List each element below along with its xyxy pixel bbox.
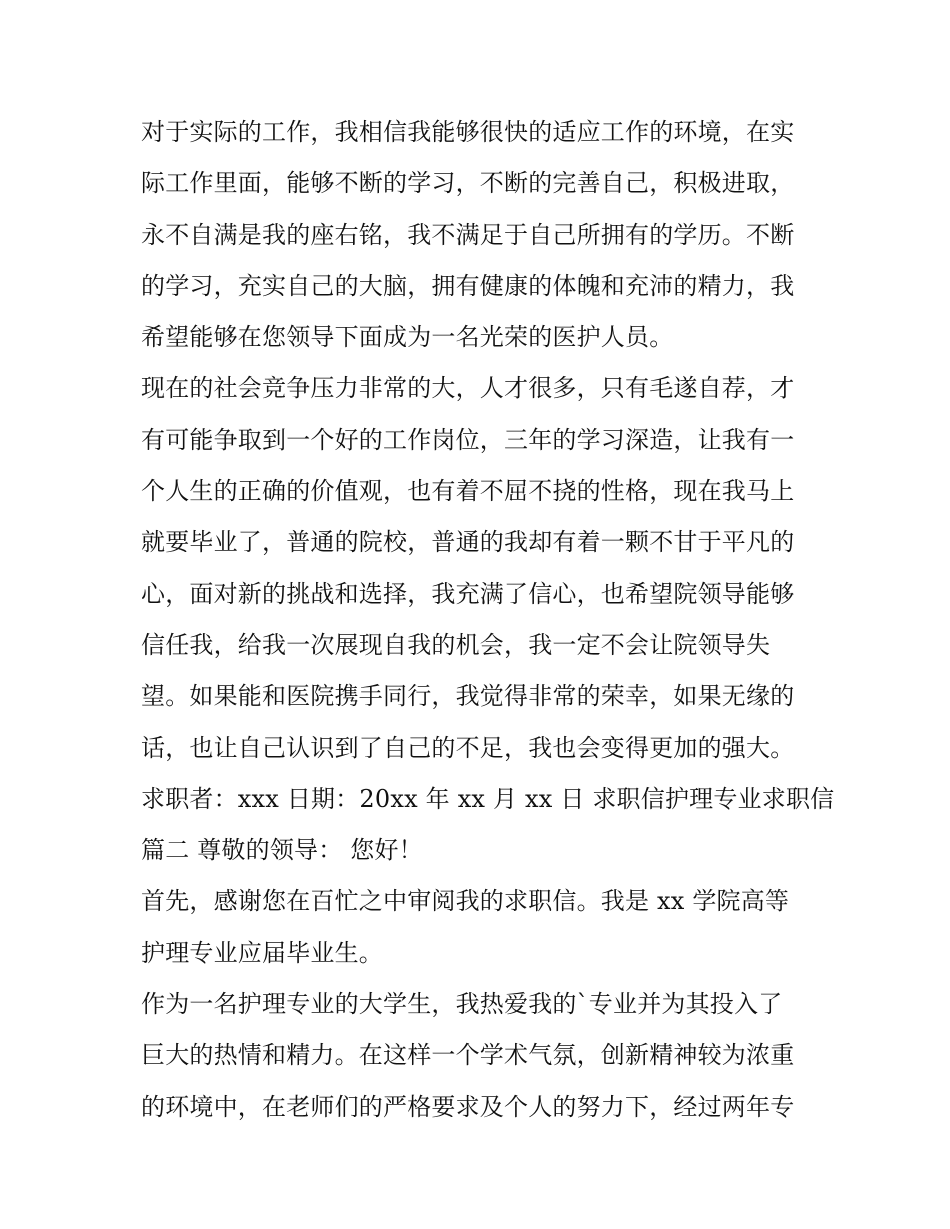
text-line: 有可能争取到一个好的工作岗位，三年的学习深造，让我有一 <box>141 425 795 454</box>
text-line: 希望能够在您领导下面成为一名光荣的医护人员。 <box>141 323 674 352</box>
text-line: 话，也让自己认识到了自己的不足，我也会变得更加的强大。 <box>141 733 795 762</box>
text-line: 望。如果能和医院携手同行，我觉得非常的荣幸，如果无缘的 <box>141 682 795 711</box>
text-line: 现在的社会竞争压力非常的大，人才很多，只有毛遂自荐，才 <box>141 374 795 403</box>
text-line: 心，面对新的挑战和选择，我充满了信心，也希望院领导能够 <box>141 579 795 608</box>
text-line: 个人生的正确的价值观，也有着不屈不挠的性格，现在我马上 <box>141 477 795 506</box>
text-line: 护理专业应届毕业生。 <box>141 938 383 967</box>
text-line: 的环境中，在老师们的严格要求及个人的努力下，经过两年专 <box>141 1092 795 1121</box>
text-line: 的学习，充实自己的大脑，拥有健康的体魄和充沛的精力，我 <box>141 271 795 300</box>
document-body <box>141 107 835 1133</box>
signature-date-line: 求职者：xxx 日期：20xx 年 xx 月 xx 日 求职信护理专业求职信 <box>141 784 835 813</box>
text-line: 就要毕业了，普通的院校，普通的我却有着一颗不甘于平凡的 <box>141 528 795 557</box>
text-line: 际工作里面，能够不断的学习，不断的完善自己，积极进取， <box>141 169 795 198</box>
text-line: 巨大的热情和精力。在这样一个学术气氛，创新精神较为浓重 <box>141 1041 795 1070</box>
salutation-line: 篇二 尊敬的领导： 您好！ <box>141 836 423 865</box>
text-line: 信任我，给我一次展现自我的机会，我一定不会让院领导失 <box>141 630 771 659</box>
text-line: 作为一名护理专业的大学生，我热爱我的`专业并为其投入了 <box>141 990 783 1019</box>
text-line: 首先，感谢您在百忙之中审阅我的求职信。我是 xx 学院高等 <box>141 887 790 916</box>
text-line: 永不自满是我的座右铭，我不满足于自己所拥有的学历。不断 <box>141 220 795 249</box>
text-line: 对于实际的工作，我相信我能够很快的适应工作的环境，在实 <box>141 118 795 146</box>
